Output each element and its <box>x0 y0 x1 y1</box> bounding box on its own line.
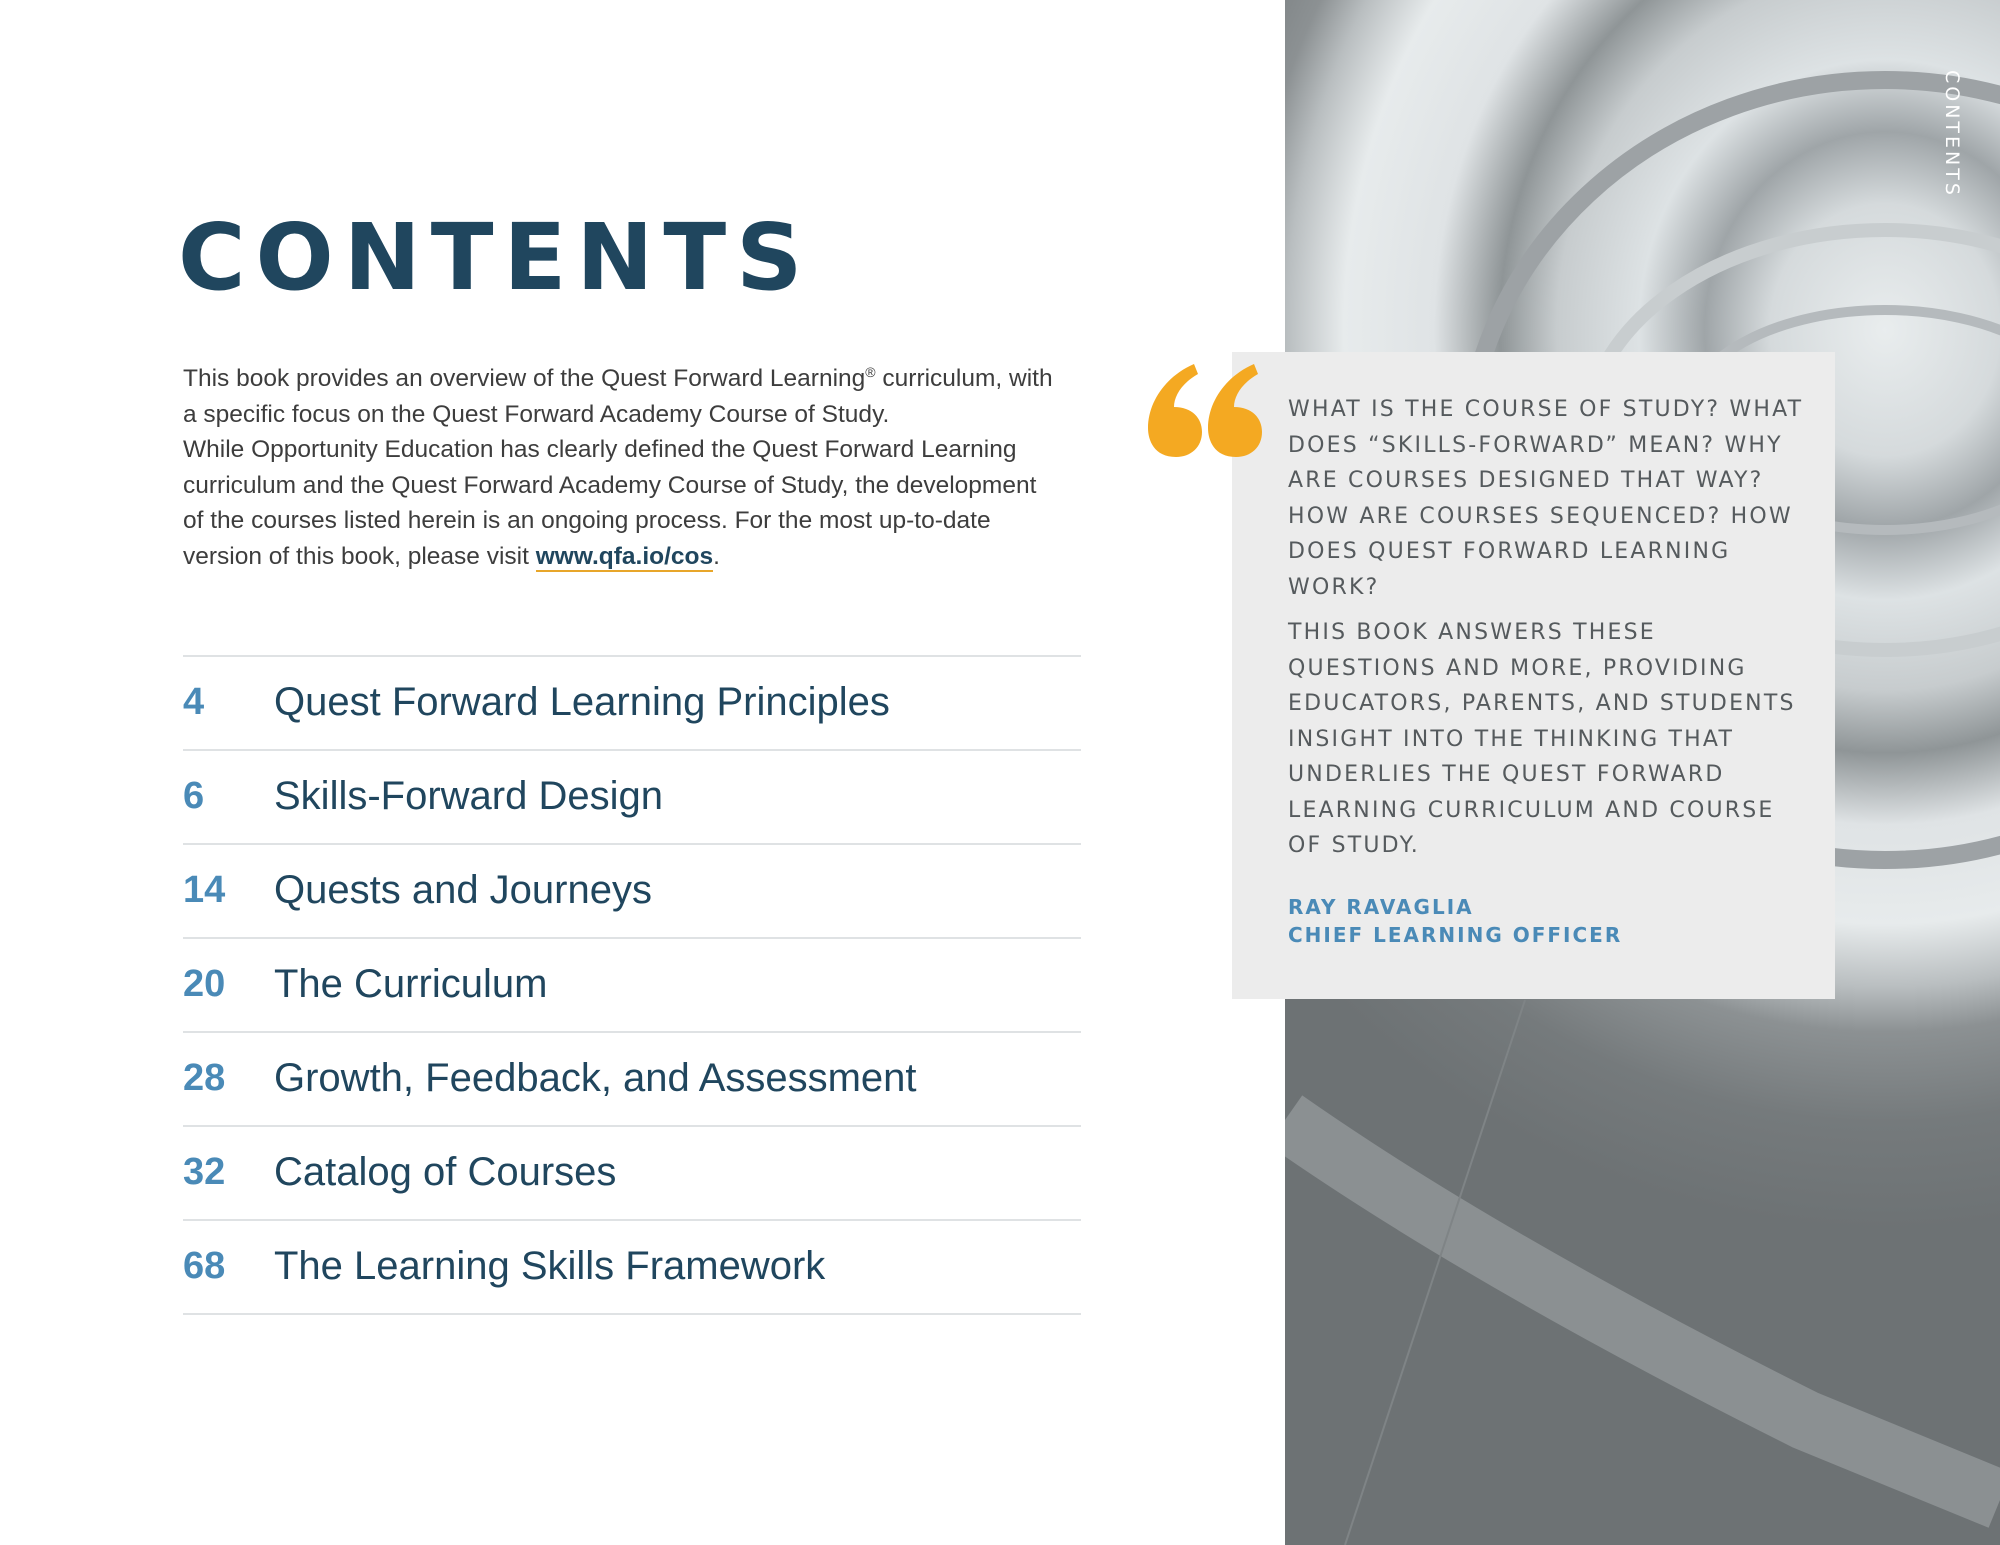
author-title: CHIEF LEARNING OFFICER <box>1288 923 1623 947</box>
quote-attribution <box>1288 893 1622 949</box>
toc-page-number: 20 <box>183 963 226 1005</box>
toc-title: Catalog of Courses <box>274 1150 617 1194</box>
toc-page-number: 32 <box>183 1151 226 1193</box>
registered-mark: ® <box>865 364 876 380</box>
toc-entry[interactable] <box>183 657 1081 751</box>
page-title: CONTENTS <box>178 204 813 311</box>
toc-title: The Learning Skills Framework <box>274 1244 826 1288</box>
website-link[interactable]: www.qfa.io/cos <box>535 542 714 570</box>
toc-page-number: 68 <box>183 1245 226 1287</box>
toc-entry[interactable] <box>183 1221 1081 1315</box>
toc-title: The Curriculum <box>274 962 548 1006</box>
toc-title: Skills-Forward Design <box>274 774 663 818</box>
section-side-label: CONTENTS <box>1941 70 1963 198</box>
intro-text-end: . <box>713 542 720 570</box>
quote-text <box>1288 392 1808 874</box>
toc-page-number: 28 <box>183 1057 226 1099</box>
intro-paragraph <box>183 355 1063 574</box>
toc-entry[interactable] <box>183 845 1081 939</box>
toc-entry[interactable] <box>183 751 1081 845</box>
quote-paragraph: THIS BOOK ANSWERS THESE QUESTIONS AND MORE, PROVIDING EDUCATORS, PARENTS, AND STUDENTS INSIGHT INTO THE THINKING THAT UNDERLIES THE QUEST FORWARD LEARNING CURRICULUM AND COURSE OF STUDY. <box>1288 620 1796 858</box>
table-of-contents <box>183 655 1081 1315</box>
toc-page-number: 4 <box>183 681 205 723</box>
toc-title: Quests and Journeys <box>274 868 652 912</box>
intro-text-2: curriculum, with a specific focus on the Quest Forward Academy Course of Study. <box>183 365 1053 428</box>
toc-page-number: 14 <box>183 869 226 911</box>
toc-entry[interactable] <box>183 1033 1081 1127</box>
toc-title: Growth, Feedback, and Assessment <box>274 1056 917 1100</box>
toc-title: Quest Forward Learning Principles <box>274 680 890 724</box>
intro-text-1: This book provides an overview of the Quest Forward Learning <box>183 365 866 393</box>
quote-paragraph: WHAT IS THE COURSE OF STUDY? WHAT DOES “SKILLS-FORWARD” MEAN? WHY ARE COURSES DESIGNED THAT WAY? HOW ARE COURSES SEQUENCED? HOW DOES QUEST FORWARD LEARNING WORK? <box>1288 397 1804 600</box>
author-name: RAY RAVAGLIA <box>1288 895 1474 919</box>
toc-page-number: 6 <box>183 775 205 817</box>
quotation-mark-icon <box>1148 352 1263 462</box>
toc-entry[interactable] <box>183 1127 1081 1221</box>
toc-entry[interactable] <box>183 939 1081 1033</box>
intro-text-3: While Opportunity Education has clearly defined the Quest Forward Learning curriculum and the Quest Forward Academy Course of Study, the development of the courses listed herein is an ongoing process. For the most up-to-date version of this book, please visit <box>183 436 1037 570</box>
